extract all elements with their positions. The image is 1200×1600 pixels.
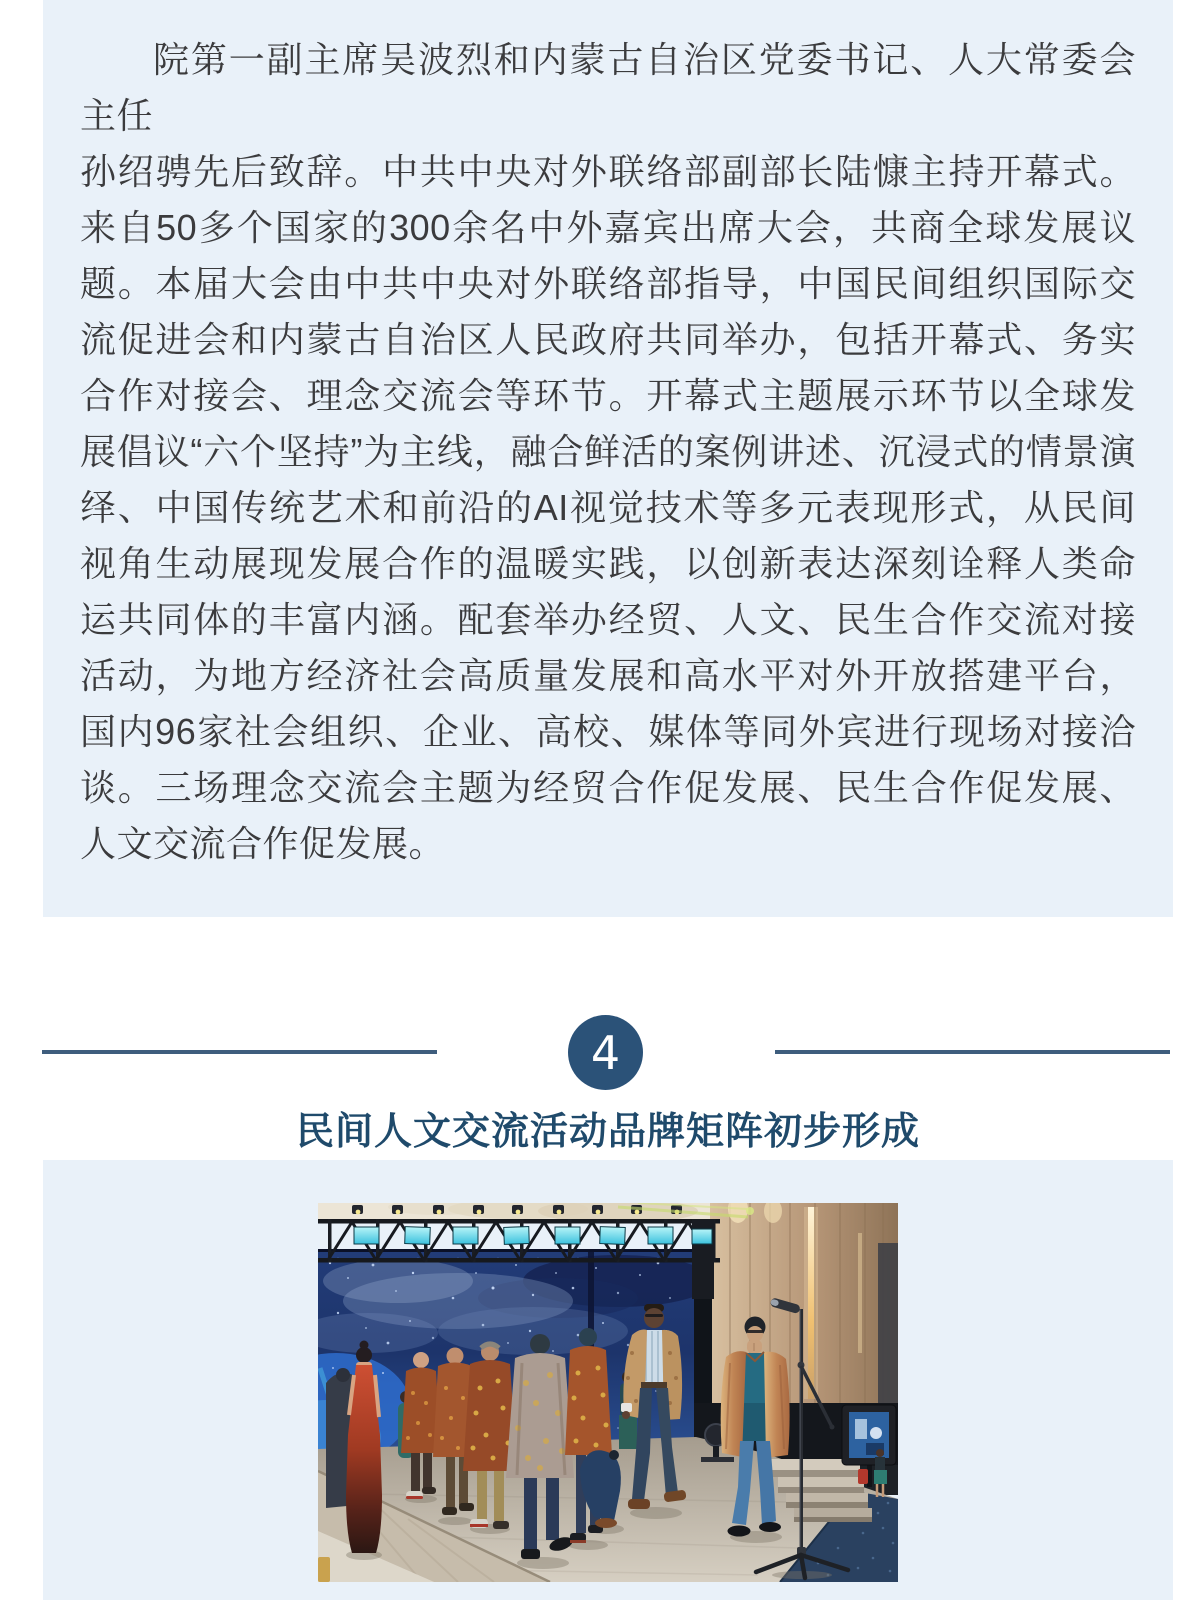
section-divider — [0, 1015, 1200, 1090]
article-body — [43, 0, 1173, 872]
divider-line-right — [775, 1050, 1170, 1054]
article-text-card — [43, 0, 1173, 917]
divider-line-left — [42, 1050, 437, 1054]
stage-photo[interactable] — [318, 1203, 898, 1582]
section-heading: 民间人文交流活动品牌矩阵初步形成 — [295, 1111, 920, 1153]
article-paragraph-1: 院第一副主席吴波烈和内蒙古自治区党委书记、人大常委会主任 — [80, 39, 1136, 136]
section-number-badge: 4 — [568, 1015, 643, 1090]
article-paragraph-2: 孙绍骋先后致辞。中共中央对外联络部副部长陆慷主持开幕式。来自50多个国家的300余名中外嘉宾出席大会，共商全球发展议题。本届大会由中共中央对外联络部指导，中国民间组织国际交流促进会和内蒙古自治区人民政府共同举办，包括开幕式、务实合作对接会、理念交流会等环节。开幕式主题展示环节以全球发展倡议“六个坚持”为主线，融合鲜活的案例讲述、沉浸式的情景演绎、中国传统艺术和前沿的AI视觉技术等多元表现形式，从民间视角生动展现发展合作的温暖实践，以创新表达深刻诠释人类命运共同体的丰富内涵。配套举办经贸、人文、民生合作交流对接活动，为地方经济社会高质量发展和高水平对外开放搭建平台，国内96家社会组织、企业、高校、媒体等同外宾进行现场对接洽谈。三场理念交流会主题为经贸合作促发展、民生合作促发展、人文交流合作促发展。 — [80, 151, 1136, 864]
photo-card — [43, 1160, 1173, 1600]
